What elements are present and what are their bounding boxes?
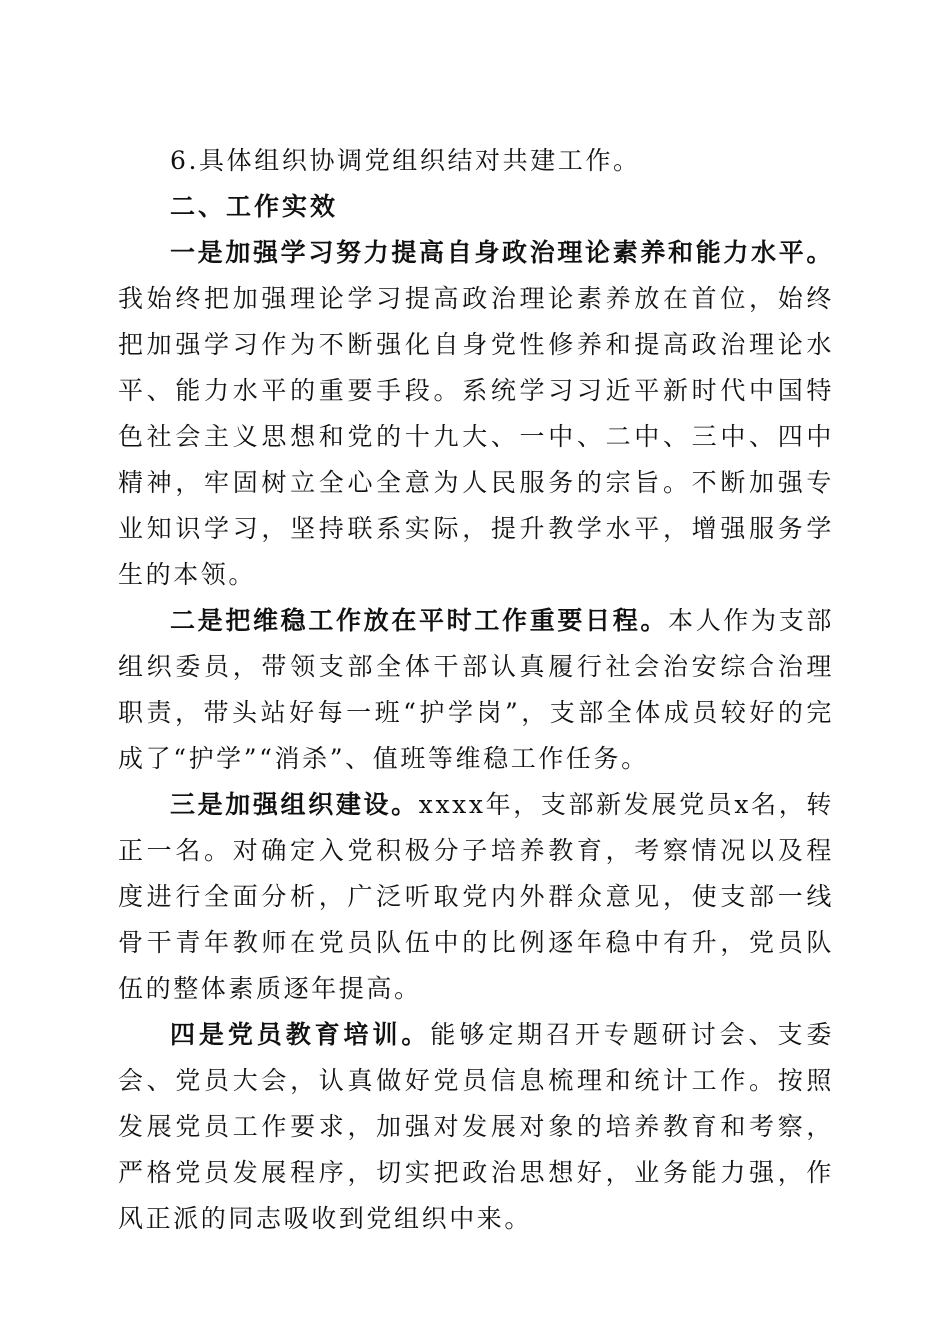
paragraph-lead: 四是党员教育培训。 xyxy=(170,1020,431,1049)
paragraph-training xyxy=(118,1012,834,1242)
paragraph-text: 我始终把加强理论学习提高政治理论素养放在首位，始终把加强学习作为不断强化自身党性修养和提高政治理论水平、能力水平的重要手段。系统学习习近平新时代中国特色社会主义思想和党的十九大、一中、二中、三中、四中精神，牢固树立全心全意为人民服务的宗旨。不断加强专业知识学习，坚持联系实际，提升教学水平，增强服务学生的本领。 xyxy=(118,284,834,589)
paragraph-stability xyxy=(118,598,834,782)
paragraph-lead: 三是加强组织建设。 xyxy=(170,790,419,819)
paragraph-text: 本人作为支部组织委员，带领支部全体干部认真履行社会治安综合治理职责，带头站好每一班“护学岗”，支部全体成员较好的完成了“护学”“消杀”、值班等维稳工作任务。 xyxy=(118,606,834,773)
paragraph-lead: 二是把维稳工作放在平时工作重要日程。 xyxy=(170,606,669,635)
item-6-paragraph: 6.具体组织协调党组织结对共建工作。 xyxy=(170,146,641,175)
paragraph-text: xxxx年，支部新发展党员x名，转正一名。对确定入党积极分子培养教育，考察情况以及程度进行全面分析，广泛听取党内外群众意见，使支部一线骨干青年教师在党员队伍中的比例逐年稳中有升，党员队伍的整体素质逐年提高。 xyxy=(118,790,834,1003)
paragraph-organization xyxy=(118,782,834,1012)
document-body xyxy=(118,138,834,1242)
paragraph-text: 能够定期召开专题研讨会、支委会、党员大会，认真做好党员信息梳理和统计工作。按照发展党员工作要求，加强对发展对象的培养教育和考察，严格党员发展程序，切实把政治思想好，业务能力强，作风正派的同志吸收到党组织中来。 xyxy=(118,1020,834,1233)
paragraph-lead: 一是加强学习努力提高自身政治理论素养和能力水平。 xyxy=(170,238,834,267)
paragraph-study xyxy=(118,230,834,598)
section-heading: 二、工作实效 xyxy=(170,192,339,221)
